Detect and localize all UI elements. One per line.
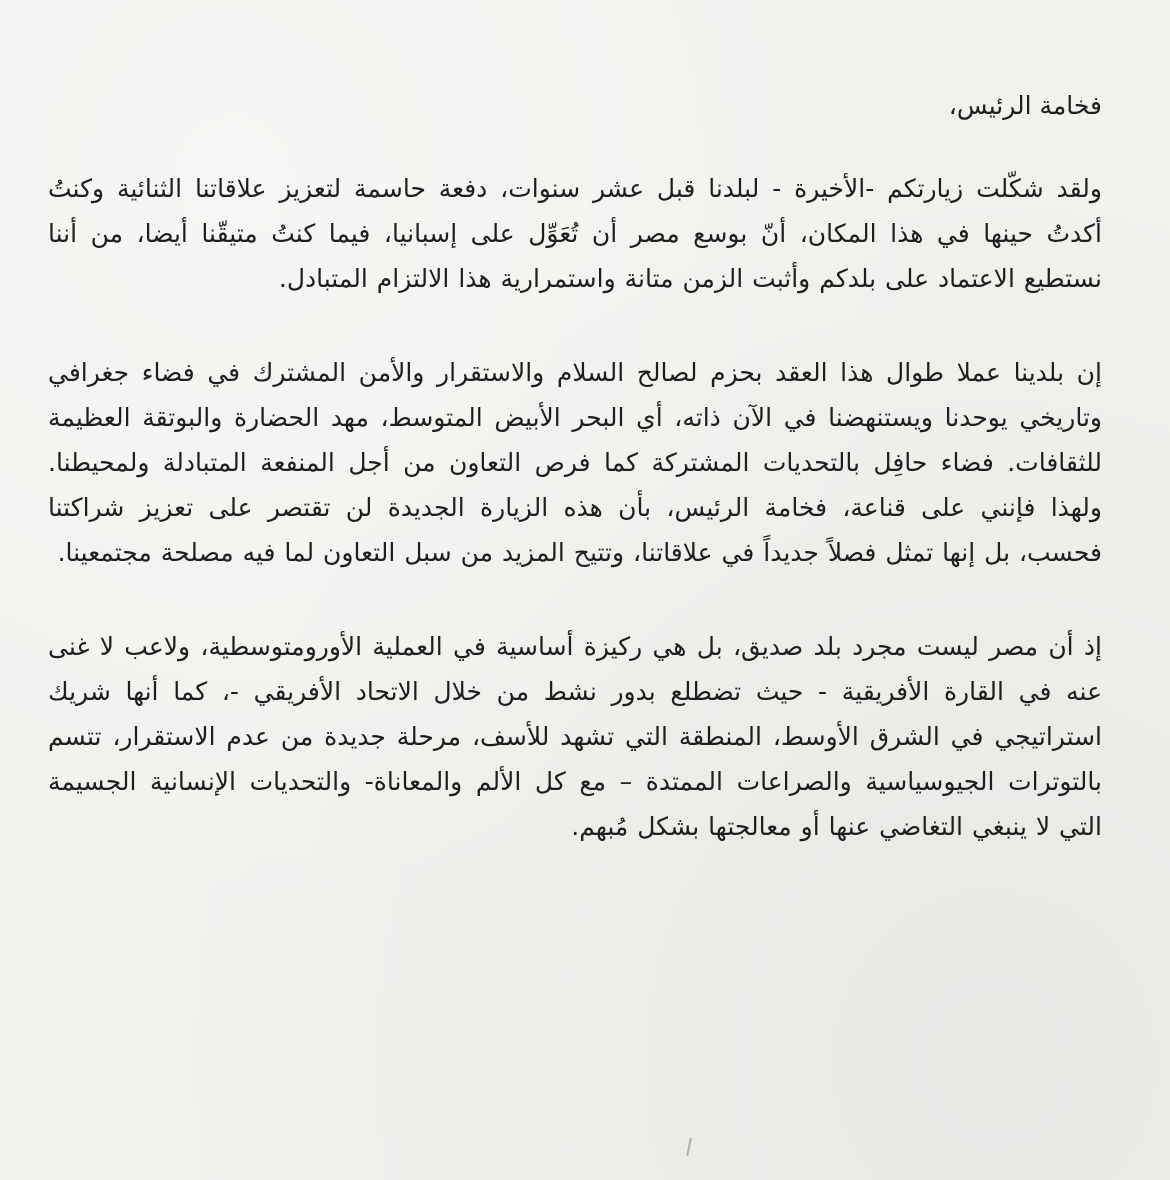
paragraph-2: إن بلدينا عملا طوال هذا العقد بحزم لصالح السلام والاستقرار والأمن المشترك في فضاء جغرافي وتاريخي يوحدنا ويستنهضنا في الآن ذاته، أي البحر الأبيض المتوسط، مهد الحضارة والبوتقة العظيمة للثقافات. فضاء حافِل بالتحديات المشتركة كما فرص التعاون من أجل المنفعة المتبادلة ولمحيطنا. ولهذا فإنني على قناعة، فخامة الرئيس، بأن هذه الزيارة الجديدة لن تقتصر على تعزيز شراكتنا فحسب، بل إنها تمثل فصلاً جديداً في علاقاتنا، وتتيح المزيد من سبل التعاون لما فيه مصلحة مجتمعينا.: [48, 358, 1102, 567]
paragraph-1: ولقد شكّلت زيارتكم -الأخيرة - لبلدنا قبل عشر سنوات، دفعة حاسمة لتعزيز علاقاتنا الثنائية وكنتُ أكدتُ حينها في هذا المكان، أنّ بوسع مصر أن تُعَوِّل على إسبانيا، فيما كنتُ متيقّنا أيضا، من أننا نستطيع الاعتماد على بلدكم وأثبت الزمن متانة واستمرارية هذا الالتزام المتبادل.: [48, 174, 1102, 293]
salutation: فخامة الرئيس،: [948, 91, 1102, 120]
scan-artifact-mark: [686, 1138, 692, 1156]
letter-body: [48, 86, 1102, 849]
paragraph-3: إذ أن مصر ليست مجرد بلد صديق، بل هي ركيزة أساسية في العملية الأورومتوسطية، ولاعب لا غنى عنه في القارة الأفريقية - حيث تضطلع بدور نشط من خلال الاتحاد الأفريقي -، كما أنها شريك استراتيجي في الشرق الأوسط، المنطقة التي تشهد للأسف، مرحلة جديدة من عدم الاستقرار، تتسم بالتوترات الجيوسياسية والصراعات الممتدة – مع كل الألم والمعاناة- والتحديات الإنسانية الجسيمة التي لا ينبغي التغاضي عنها أو معالجتها بشكل مُبهم.: [48, 632, 1102, 841]
